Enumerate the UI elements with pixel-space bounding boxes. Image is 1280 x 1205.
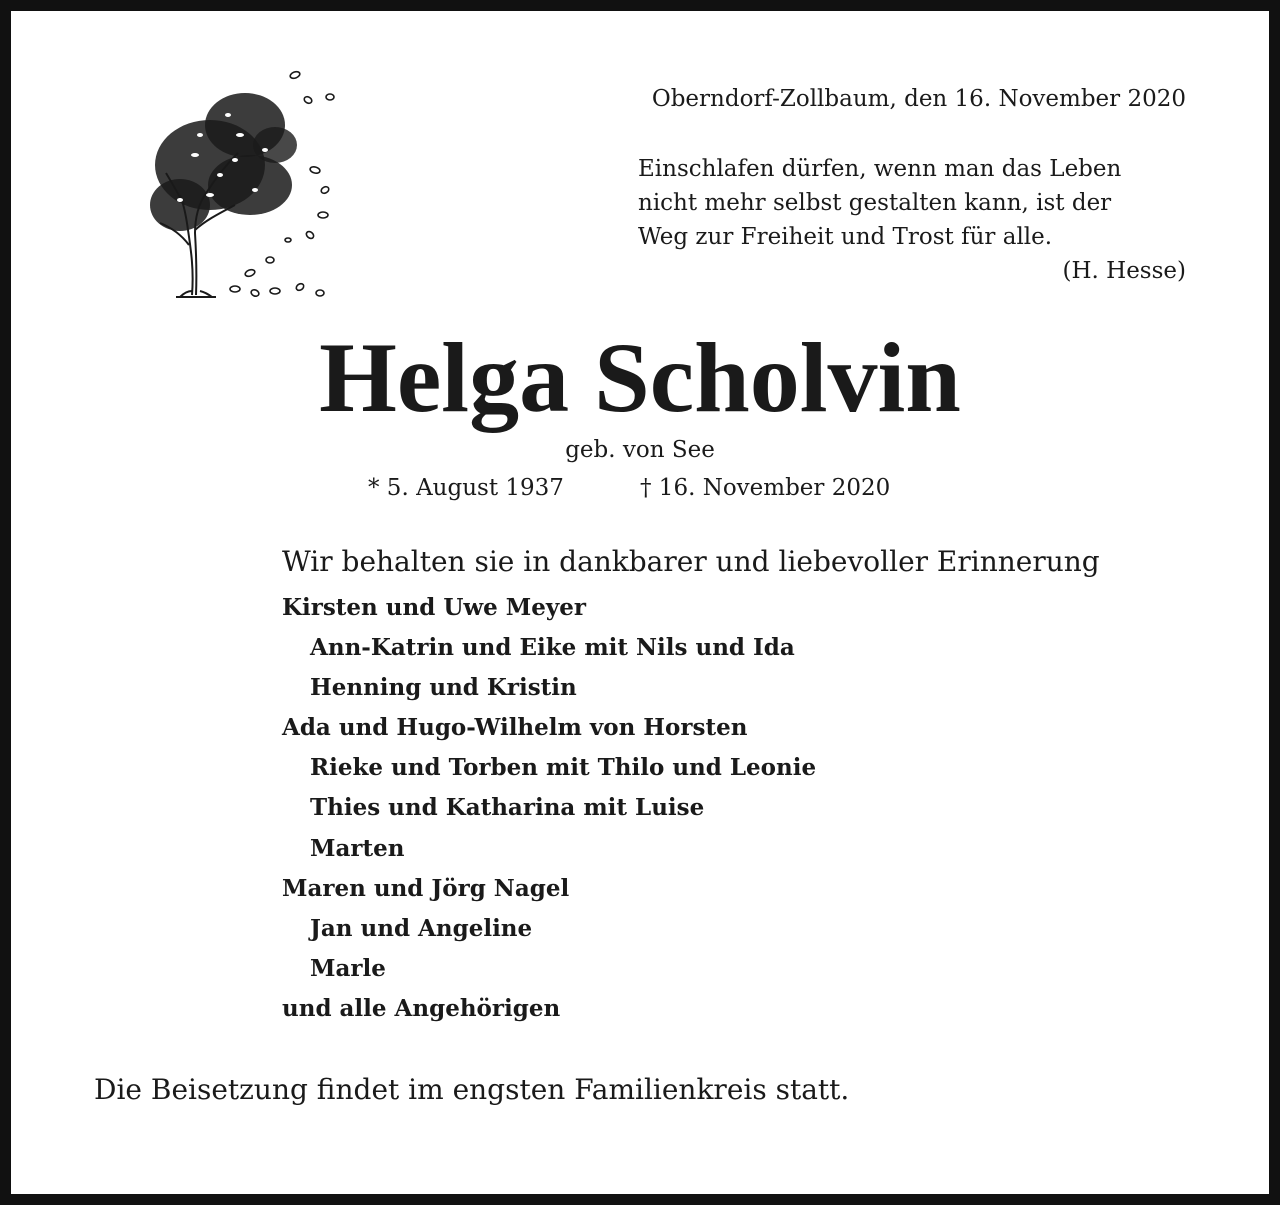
deceased-name: Helga Scholvin bbox=[319, 322, 961, 433]
mourner-entry: Rieke und Torben mit Thilo und Leonie bbox=[310, 754, 817, 782]
quote-line: Weg zur Freiheit und Trost für alle. bbox=[638, 224, 1053, 250]
quote-author: (H. Hesse) bbox=[1062, 258, 1186, 284]
tribute-line: Wir behalten sie in dankbarer und liebevoller Erinnerung bbox=[282, 545, 1100, 578]
burial-note: Die Beisetzung findet im engsten Familienkreis statt. bbox=[94, 1073, 850, 1106]
mourner-entry: Ada und Hugo-Wilhelm von Horsten bbox=[282, 714, 748, 742]
birth-date: * 5. August 1937 bbox=[368, 475, 564, 501]
death-date: † 16. November 2020 bbox=[640, 475, 891, 501]
mourner-entry: Marten bbox=[310, 834, 405, 862]
windblown-tree-icon bbox=[140, 55, 340, 305]
maiden-name: geb. von See bbox=[565, 437, 715, 463]
mourner-entry: Thies und Katharina mit Luise bbox=[310, 794, 705, 822]
quote-line: Einschlafen dürfen, wenn man das Leben bbox=[638, 156, 1122, 182]
mourner-entry: Marle bbox=[310, 954, 386, 982]
mourner-entry: Jan und Angeline bbox=[310, 914, 533, 942]
mourner-entry: und alle Angehörigen bbox=[282, 994, 561, 1022]
place-date: Oberndorf-Zollbaum, den 16. November 2020 bbox=[651, 86, 1186, 112]
quote-line: nicht mehr selbst gestalten kann, ist der bbox=[638, 190, 1112, 216]
mourners-list bbox=[282, 588, 816, 1029]
hesse-quote bbox=[638, 152, 1186, 288]
mourner-entry: Henning und Kristin bbox=[310, 674, 577, 702]
mourner-entry: Kirsten und Uwe Meyer bbox=[282, 594, 587, 621]
mourner-entry: Ann-Katrin und Eike mit Nils und Ida bbox=[310, 634, 795, 662]
mourner-entry: Maren und Jörg Nagel bbox=[282, 874, 570, 902]
